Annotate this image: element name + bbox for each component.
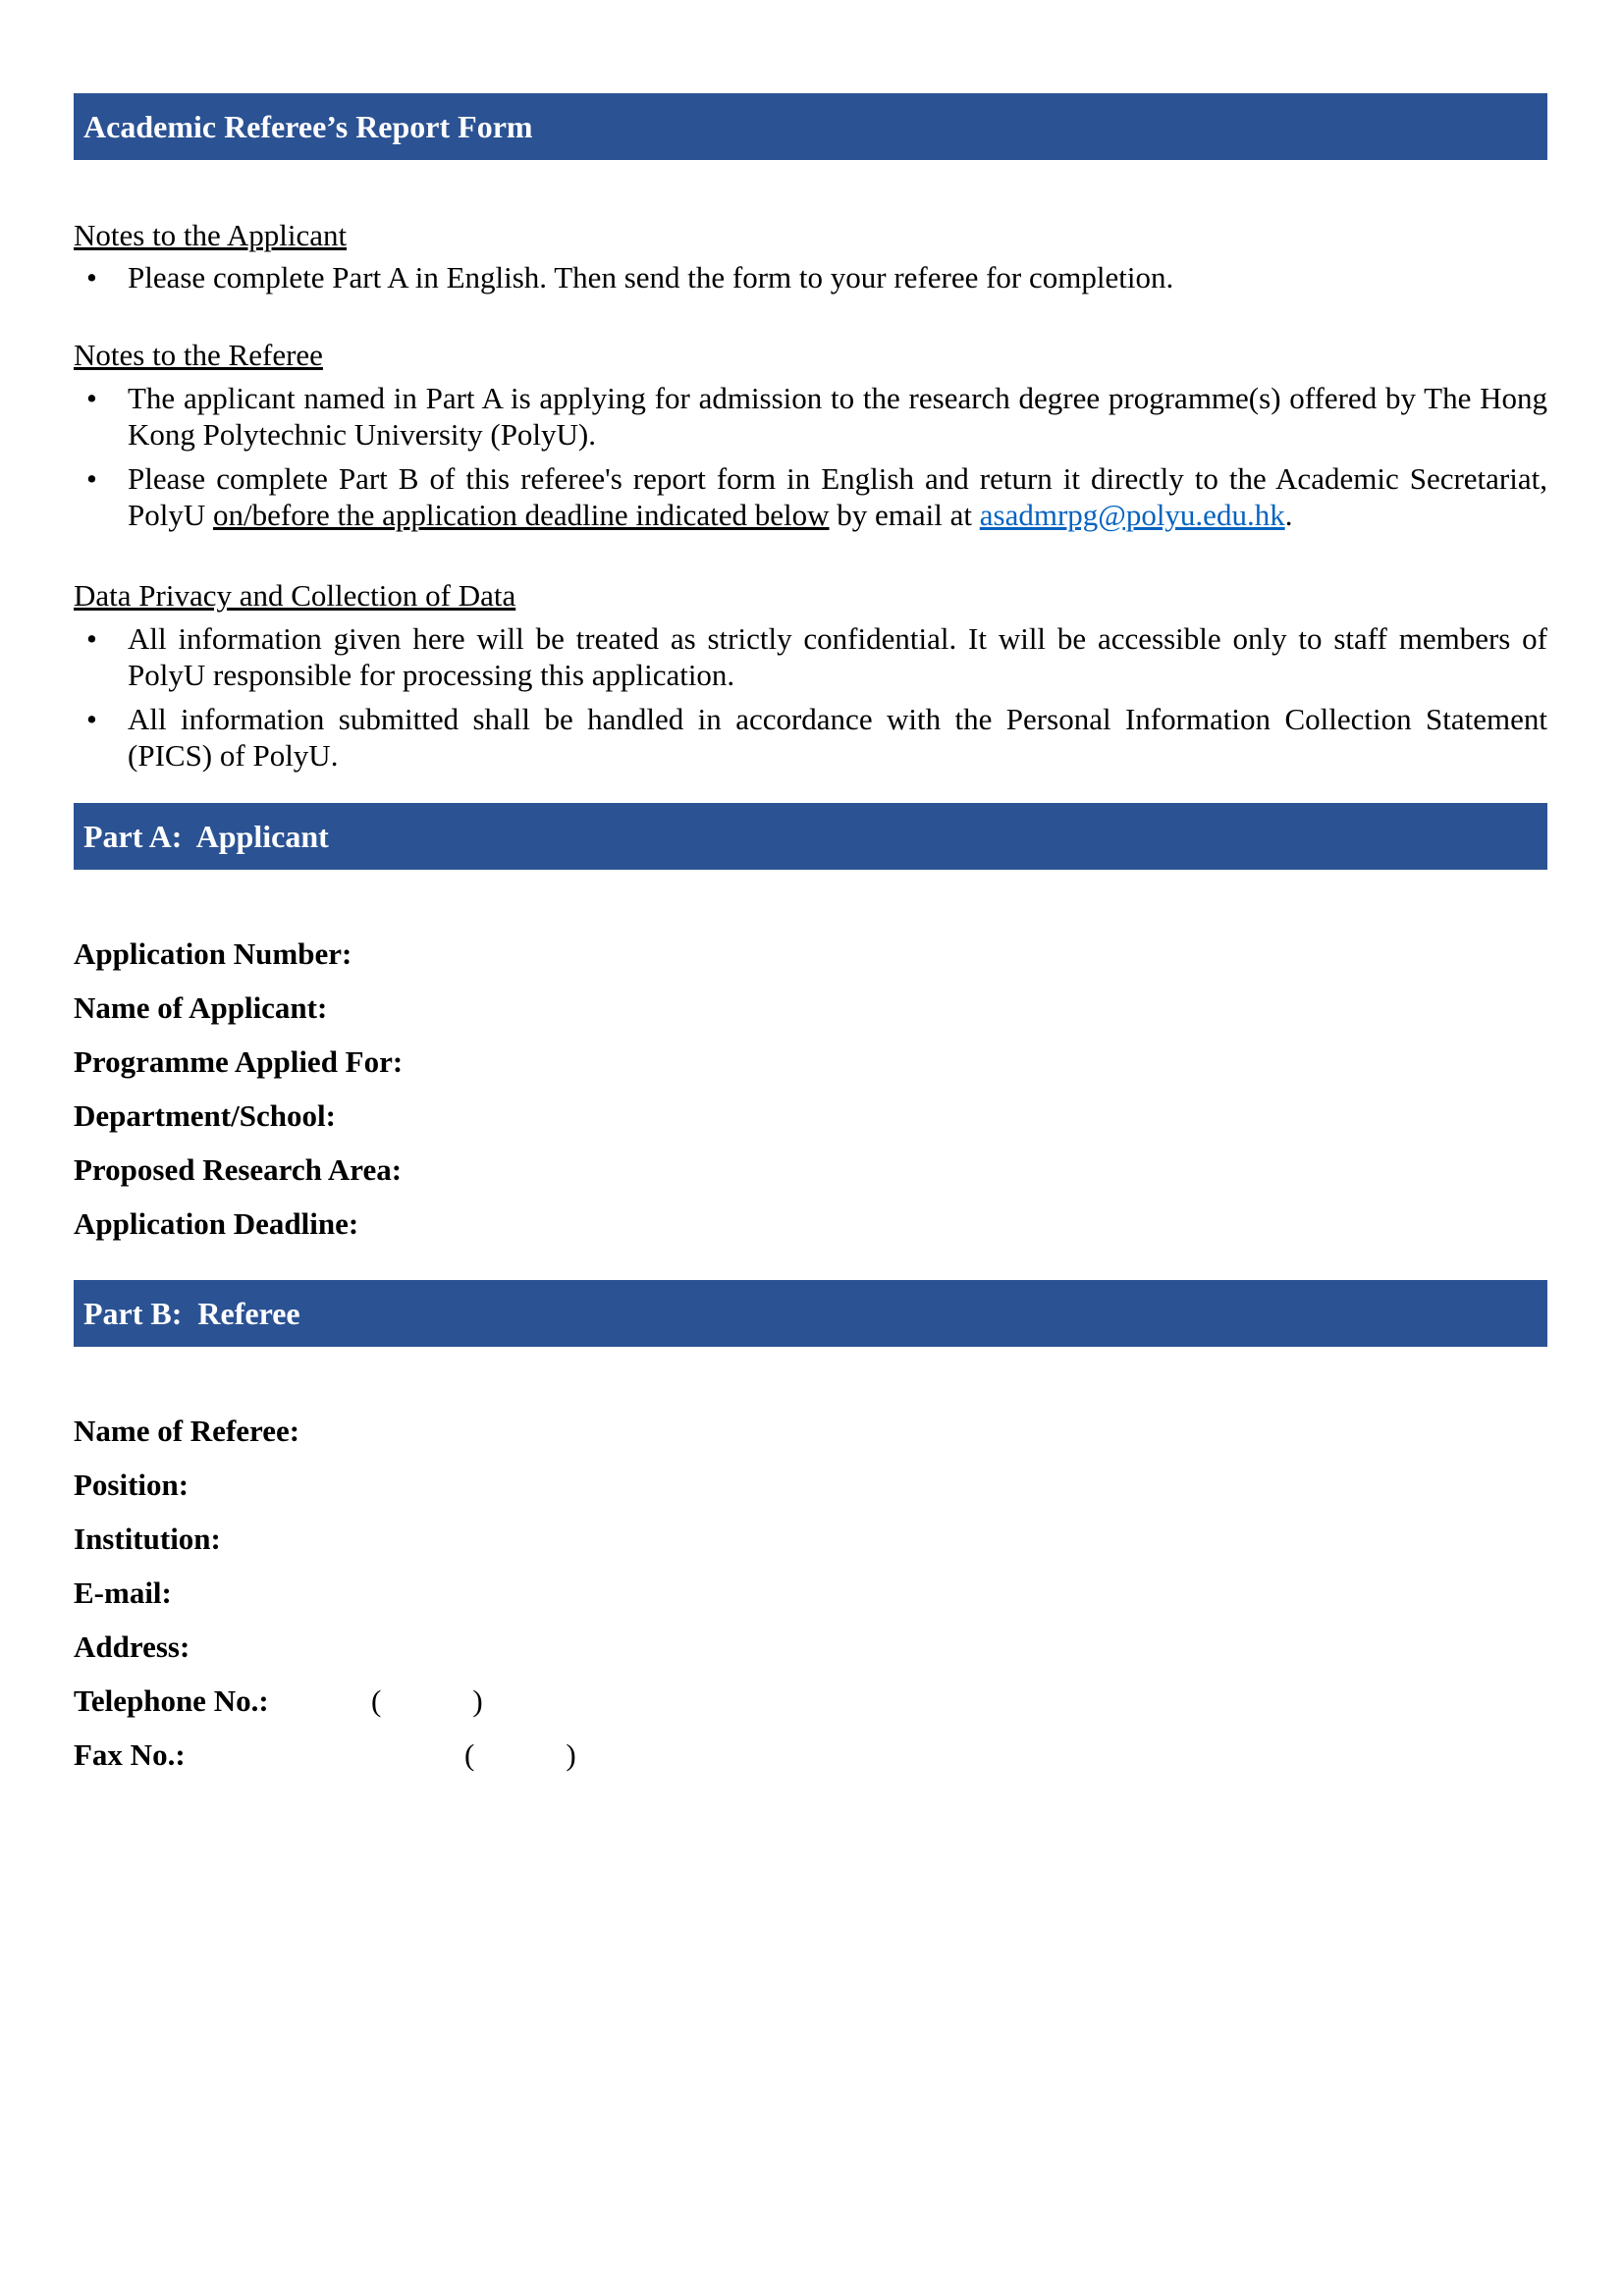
field-label: Programme Applied For: bbox=[74, 1043, 404, 1079]
bullet-icon: • bbox=[86, 701, 97, 736]
list-item bbox=[74, 701, 1547, 774]
list-item bbox=[74, 380, 1547, 453]
notes-referee-heading: Notes to the Referee bbox=[74, 338, 323, 373]
field-name-of-referee bbox=[74, 1404, 1547, 1458]
field-application-deadline bbox=[74, 1197, 1547, 1251]
field-label: Telephone No.: bbox=[74, 1682, 269, 1718]
field-fax-no bbox=[74, 1728, 1547, 1782]
part-a-fields bbox=[74, 927, 1547, 1251]
section-notes-applicant bbox=[74, 217, 1547, 295]
email-link[interactable]: asadmrpg@polyu.edu.hk bbox=[979, 498, 1285, 533]
part-a-title: Part A: Applicant bbox=[83, 818, 329, 854]
field-label: Department/School: bbox=[74, 1097, 336, 1133]
field-label: Institution: bbox=[74, 1521, 221, 1556]
field-address bbox=[74, 1620, 1547, 1674]
field-label: Address: bbox=[74, 1629, 190, 1664]
bullet-text: All information given here will be treated as strictly confidential. It will be accessible only to staff members of PolyU responsible for processing this application. bbox=[128, 620, 1547, 692]
notes-applicant-heading: Notes to the Applicant bbox=[74, 218, 348, 252]
bullet-icon: • bbox=[86, 460, 97, 496]
list-item bbox=[74, 460, 1547, 533]
field-label: Application Deadline: bbox=[74, 1205, 359, 1241]
part-b-fields bbox=[74, 1404, 1547, 1782]
field-position bbox=[74, 1458, 1547, 1512]
bullet-text-part: . bbox=[1284, 498, 1293, 533]
field-department-school bbox=[74, 1089, 1547, 1143]
part-b-title: Part B: Referee bbox=[83, 1295, 300, 1331]
field-telephone-no bbox=[74, 1674, 1547, 1728]
field-label: Fax No.: bbox=[74, 1736, 186, 1772]
bullet-icon: • bbox=[86, 620, 97, 656]
bullet-text-part: Please complete Part B of this referee's report form in English and return it directly to the Academic Secretariat, PolyU bbox=[128, 460, 1547, 533]
field-application-number bbox=[74, 927, 1547, 981]
field-label: E-mail: bbox=[74, 1575, 172, 1610]
bullet-text: Please complete Part A in English. Then send the form to your referee for completion. bbox=[128, 260, 1174, 295]
data-privacy-heading: Data Privacy and Collection of Data bbox=[74, 578, 516, 614]
bullet-icon: • bbox=[86, 380, 97, 415]
telephone-parentheses: ( ) bbox=[371, 1682, 483, 1718]
form-title-bar bbox=[74, 93, 1547, 160]
fax-parentheses: ( ) bbox=[464, 1736, 576, 1772]
part-a-header-bar bbox=[74, 803, 1547, 870]
bullet-text-part: by email at bbox=[829, 498, 980, 533]
section-data-privacy bbox=[74, 577, 1547, 774]
deadline-underlined-phrase: on/before the application deadline indicated below bbox=[213, 498, 830, 533]
form-title: Academic Referee’s Report Form bbox=[83, 108, 533, 144]
field-proposed-research-area bbox=[74, 1143, 1547, 1197]
bullet-text: The applicant named in Part A is applying for admission to the research degree programme(s) offered by The Hong Kong Polytechnic University (PolyU). bbox=[128, 380, 1547, 452]
list-item bbox=[74, 259, 1547, 295]
field-label: Name of Referee: bbox=[74, 1413, 300, 1448]
field-institution bbox=[74, 1512, 1547, 1566]
part-b-header-bar bbox=[74, 1280, 1547, 1347]
field-label: Name of Applicant: bbox=[74, 989, 328, 1025]
list-item bbox=[74, 620, 1547, 693]
bullet-text bbox=[128, 460, 1547, 533]
field-email bbox=[74, 1566, 1547, 1620]
field-programme-applied-for bbox=[74, 1035, 1547, 1089]
field-label: Position: bbox=[74, 1467, 189, 1502]
bullet-icon: • bbox=[86, 260, 97, 295]
field-label: Application Number: bbox=[74, 935, 352, 971]
section-notes-referee bbox=[74, 337, 1547, 533]
field-name-of-applicant bbox=[74, 981, 1547, 1035]
field-label: Proposed Research Area: bbox=[74, 1151, 403, 1187]
bullet-text: All information submitted shall be handled in accordance with the Personal Information Collection Statement (PICS) of PolyU. bbox=[128, 701, 1547, 774]
